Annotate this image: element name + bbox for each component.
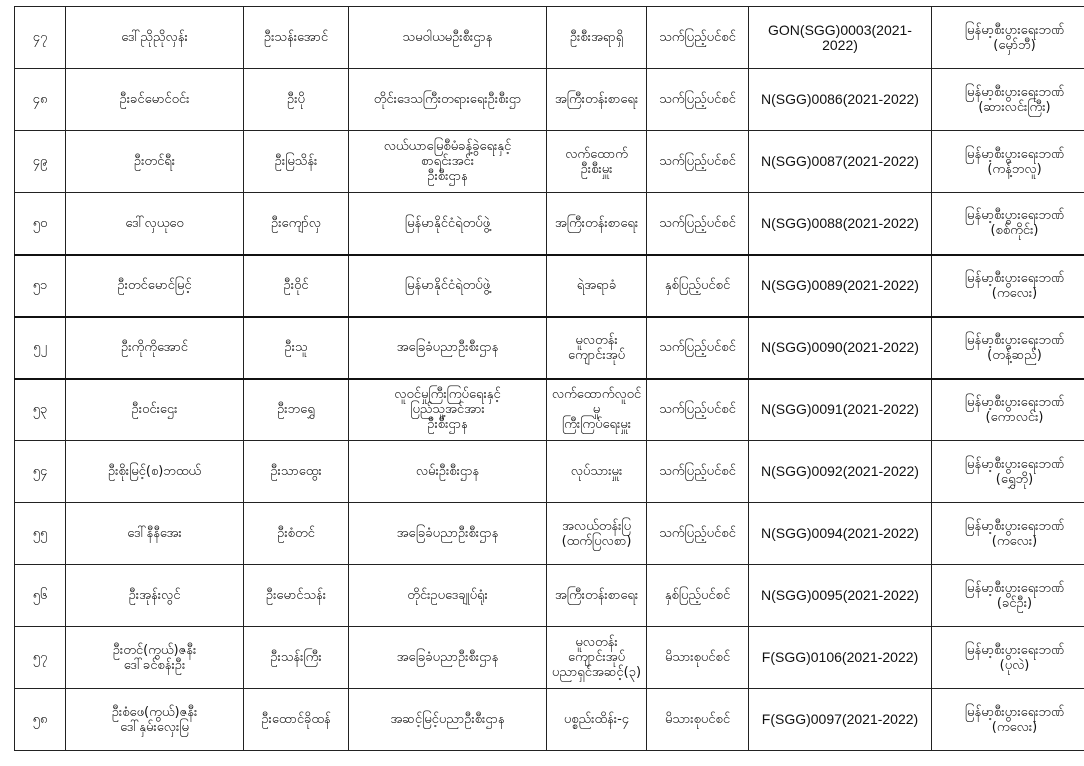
department: သမဝါယမဦးစီးဌာန [349,7,547,69]
pension-code: N(SGG)0086(2021-2022) [749,69,932,131]
row-number: ၄၈ [15,69,66,131]
pensioner-name: ဦးတင်(ကွယ်)ဇနီး ဒေါ်ခင်စန်းဦး [66,627,244,689]
pension-type: သက်ပြည့်ပင်စင် [647,69,749,131]
paying-bank-branch: မြန်မာ့စီးပွားရေးဘဏ် (ကလေး) [932,503,1084,565]
table-row [15,69,1084,131]
department: လူဝင်မှုကြီးကြပ်ရေးနှင့် ပြည်သူ့အင်အား ဦးစီးဌာန [349,379,547,441]
rank: အကြီးတန်းစာရေး [547,193,647,255]
pensioner-name: ဦးစံဖေ(ကွယ်)ဇနီး ဒေါ်နှမ်းလှေးမြ [66,689,244,751]
paying-bank-branch: မြန်မာ့စီးပွားရေးဘဏ် (ပုလဲ) [932,627,1084,689]
rank: အကြီးတန်းစာရေး [547,565,647,627]
father-name: ဦးမြသိန်း [244,131,349,193]
rank: မူလတန်းကျောင်းအုပ် ပညာရှင်အဆင့်(၃) [547,627,647,689]
department: အခြေခံပညာဦးစီးဌာန [349,503,547,565]
rank: အကြီးတန်းစာရေး [547,69,647,131]
paying-bank-branch: မြန်မာ့စီးပွားရေးဘဏ် (ကောလင်း) [932,379,1084,441]
rank: ပစ္စည်းထိန်း-၄ [547,689,647,751]
rank: လက်ထောက်လူဝင်မှု ကြီးကြပ်ရေးမှူး [547,379,647,441]
pension-type: နှစ်ပြည့်ပင်စင် [647,255,749,317]
table-row [15,565,1084,627]
paying-bank-branch: မြန်မာ့စီးပွားရေးဘဏ် (ကန့်ဘလူ) [932,131,1084,193]
department: လယ်ယာမြေစီမံခန့်ခွဲရေးနှင့် စာရင်းအင်း ဦးစီးဌာန [349,131,547,193]
rank: လုပ်သားမှူး [547,441,647,503]
pension-code: N(SGG)0088(2021-2022) [749,193,932,255]
table-row [15,7,1084,69]
pension-type: သက်ပြည့်ပင်စင် [647,503,749,565]
table-row [15,379,1084,441]
department: မြန်မာနိုင်ငံရဲတပ်ဖွဲ့ [349,255,547,317]
father-name: ဦးကျော်လှ [244,193,349,255]
father-name: ဦးဝိုင် [244,255,349,317]
pension-type: နှစ်ပြည့်ပင်စင် [647,565,749,627]
row-number: ၅၄ [15,441,66,503]
pensioner-name: ဦးအုန်းလွင် [66,565,244,627]
father-name: ဦးမောင်သန်း [244,565,349,627]
pensioner-name: ဦးခင်မောင်ဝင်း [66,69,244,131]
pension-type: မိသားစုပင်စင် [647,627,749,689]
row-number: ၅၂ [15,317,66,379]
paying-bank-branch: မြန်မာ့စီးပွားရေးဘဏ် (တန့်ဆည်) [932,317,1084,379]
father-name: ဦးသာထွေး [244,441,349,503]
table-body [15,7,1084,751]
pension-code: GON(SGG)0003(2021-2022) [749,7,932,69]
father-name: ဦးဘရွှေ [244,379,349,441]
pension-code: N(SGG)0090(2021-2022) [749,317,932,379]
department: အခြေခံပညာဦးစီးဌာန [349,627,547,689]
row-number: ၅၁ [15,255,66,317]
row-number: ၅၀ [15,193,66,255]
pension-code: N(SGG)0095(2021-2022) [749,565,932,627]
pension-table [14,6,1084,751]
paying-bank-branch: မြန်မာ့စီးပွားရေးဘဏ် (ဆားလင်းကြီး) [932,69,1084,131]
table-row [15,441,1084,503]
department: မြန်မာနိုင်ငံရဲတပ်ဖွဲ့ [349,193,547,255]
pension-type: သက်ပြည့်ပင်စင် [647,317,749,379]
table-row [15,193,1084,255]
rank: မူလတန်း ကျောင်းအုပ် [547,317,647,379]
row-number: ၅၆ [15,565,66,627]
pension-type: သက်ပြည့်ပင်စင် [647,131,749,193]
department: အဆင့်မြင့်ပညာဦးစီးဌာန [349,689,547,751]
paying-bank-branch: မြန်မာ့စီးပွားရေးဘဏ် (ကလေး) [932,255,1084,317]
pensioner-name: ဦးဝင်းဌေး [66,379,244,441]
rank: ဦးစီးအရာရှိ [547,7,647,69]
pension-code: N(SGG)0094(2021-2022) [749,503,932,565]
pension-type: သက်ပြည့်ပင်စင် [647,441,749,503]
pension-type: သက်ပြည့်ပင်စင် [647,7,749,69]
rank: လက်ထောက် ဦးစီးမှူး [547,131,647,193]
row-number: ၅၇ [15,627,66,689]
pension-type: သက်ပြည့်ပင်စင် [647,193,749,255]
pensioner-name: ဦးတင်ရီး [66,131,244,193]
paying-bank-branch: မြန်မာ့စီးပွားရေးဘဏ် (ခင်ဦး) [932,565,1084,627]
row-number: ၅၈ [15,689,66,751]
row-number: ၄၉ [15,131,66,193]
father-name: ဦးသူ [244,317,349,379]
pension-type: သက်ပြည့်ပင်စင် [647,379,749,441]
father-name: ဦးထောင်ခိုထန် [244,689,349,751]
department: လမ်းဦးစီးဌာန [349,441,547,503]
pension-list-sheet [14,6,1065,751]
table-row [15,689,1084,751]
pensioner-name: ဒေါ်နီနီအေး [66,503,244,565]
father-name: ဦးပို [244,69,349,131]
row-number: ၄၇ [15,7,66,69]
department: အခြေခံပညာဦးစီးဌာန [349,317,547,379]
paying-bank-branch: မြန်မာ့စီးပွားရေးဘဏ် (မှော်ဘီ) [932,7,1084,69]
department: တိုင်းဥပဒေချုပ်ရုံး [349,565,547,627]
table-row [15,627,1084,689]
row-number: ၅၃ [15,379,66,441]
pension-code: N(SGG)0092(2021-2022) [749,441,932,503]
father-name: ဦးသန်းကြီး [244,627,349,689]
pension-code: N(SGG)0087(2021-2022) [749,131,932,193]
pension-code: N(SGG)0091(2021-2022) [749,379,932,441]
father-name: ဦးစံတင် [244,503,349,565]
table-row [15,255,1084,317]
pensioner-name: ဒေါ်ညိုညိုလှန်း [66,7,244,69]
table-row [15,503,1084,565]
table-row [15,317,1084,379]
department: တိုင်းဒေသကြီးတရားရေးဦးစီးဌာ [349,69,547,131]
pensioner-name: ဦးကိုကိုအောင် [66,317,244,379]
row-number: ၅၅ [15,503,66,565]
table-row [15,131,1084,193]
pensioner-name: ဦးတင်မောင်မြင့် [66,255,244,317]
pension-code: N(SGG)0089(2021-2022) [749,255,932,317]
paying-bank-branch: မြန်မာ့စီးပွားရေးဘဏ် (ကလေး) [932,689,1084,751]
pensioner-name: ဒေါ်လှယုဝေ [66,193,244,255]
pension-type: မိသားစုပင်စင် [647,689,749,751]
father-name: ဦးသန်းအောင် [244,7,349,69]
rank: အလယ်တန်းပြ (ထက်ပြလစာ) [547,503,647,565]
paying-bank-branch: မြန်မာ့စီးပွားရေးဘဏ် (စစ်ကိုင်း) [932,193,1084,255]
paying-bank-branch: မြန်မာ့စီးပွားရေးဘဏ် (ရွှေဘို) [932,441,1084,503]
pensioner-name: ဦးစိုးမြင့်(စ)ဘထယ် [66,441,244,503]
pension-code: F(SGG)0106(2021-2022) [749,627,932,689]
pension-code: F(SGG)0097(2021-2022) [749,689,932,751]
rank: ရဲအရာခံ [547,255,647,317]
